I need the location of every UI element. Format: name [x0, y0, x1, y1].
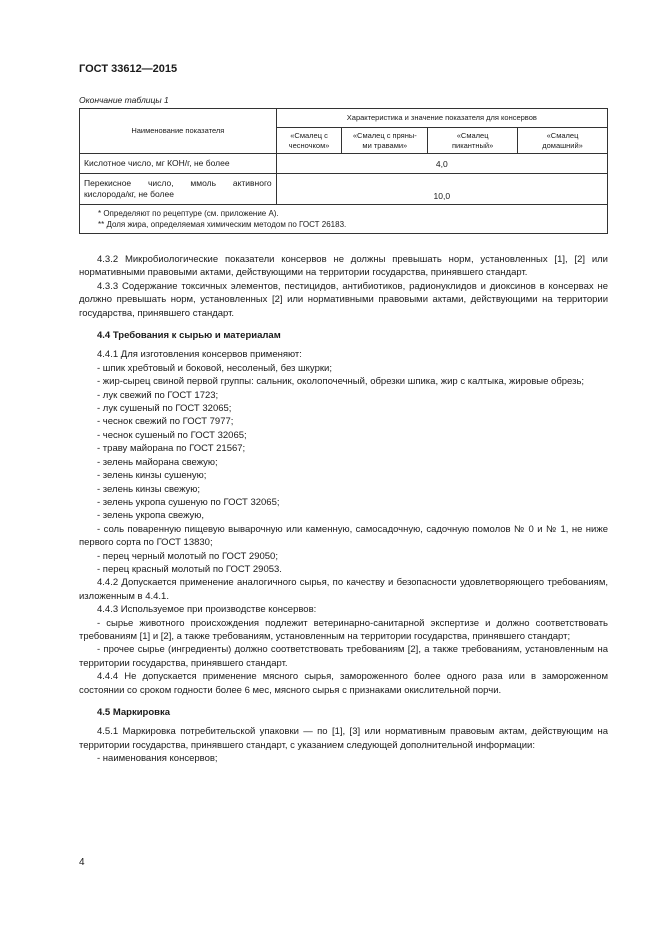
list-item: - жир-сырец свиной первой группы: сальник, околопочечный, обрезки шпика, жир с калтыка, жировые обрезь;	[97, 376, 585, 388]
body-text	[79, 253, 608, 766]
col-header-homemade: «Смалец домашний»	[518, 128, 608, 154]
list-item: - перец черный молотый по ГОСТ 29050;	[97, 550, 278, 562]
table-row	[80, 154, 608, 174]
list-item: - лук свежий по ГОСТ 1723;	[97, 389, 219, 401]
list-item: - прочее сырье (ингредиенты) должно соответствовать требованиям [2], а также требованиям, установленным на территории государства, принявшего стандарт.	[79, 644, 608, 669]
list-item: - сырье животного происхождения подлежит ветеринарно-санитарной экспертизе и должно соответствовать требованиям [1] и [2], а также требованиям, установленным на территории государства, принявшего стандарт;	[79, 617, 608, 642]
list-item: - зелень кинзы сушеную;	[97, 470, 207, 482]
list-item: - чеснок сушеный по ГОСТ 32065;	[97, 429, 247, 441]
clause-4-4-2: 4.4.2 Допускается применение аналогичного сырья, по качеству и безопасности удовлетворяющего требованиям, изложенным в 4.4.1.	[79, 577, 608, 602]
col-header-name: Наименование показателя	[80, 109, 277, 154]
row-value: 4,0	[276, 154, 607, 174]
clause-4-3-3: 4.3.3 Содержание токсичных элементов, пестицидов, антибиотиков, радионуклидов и диоксинов в консервах не должно превышать норм, установленных [2] или нормативными правовыми актами, действующими на территории государства, принявшего стандарт.	[79, 280, 608, 319]
clause-4-5-1: 4.5.1 Маркировка потребительской упаковки — по [1], [3] или нормативным правовым актам, действующим на территории государства, принявшего стандарт, с указанием следующей дополнительной информации:	[79, 726, 608, 751]
col-header-garlic: «Смалец с чесночком»	[276, 128, 342, 154]
clause-4-4-1: 4.4.1 Для изготовления консервов применяют:	[97, 349, 302, 361]
table-notes	[80, 205, 608, 234]
list-item: - зелень укропа сушеную по ГОСТ 32065;	[97, 496, 280, 508]
clause-4-4-4: 4.4.4 Не допускается применение мясного сырья, замороженного более одного раза или в замороженном состоянии со сроком годности более 6 мес, мясного сырья с признаками окислительной порчи.	[79, 671, 608, 696]
page-number: 4	[79, 857, 85, 868]
row-value: 10,0	[276, 174, 607, 205]
standard-designation: ГОСТ 33612—2015	[79, 63, 178, 75]
table-caption: Окончание таблицы 1	[79, 95, 169, 105]
list-item: - наименования консервов;	[97, 753, 218, 765]
col-header-group: Характеристика и значение показателя для консервов	[276, 109, 607, 128]
clause-4-4-3: 4.4.3 Используемое при производстве консервов:	[97, 604, 317, 616]
list-item: - соль поваренную пищевую выварочную или каменную, самосадочную, садочную помолов № 0 и № 1, не ниже первого сорта по ГОСТ 13830;	[79, 523, 608, 549]
clause-4-3-2: 4.3.2 Микробиологические показатели консервов не должны превышать норм, установленных [1], [2] или нормативными правовыми актами, действующими на территории государства, принявшего стандарт.	[79, 254, 608, 279]
list-item: - зелень укропа свежую,	[97, 510, 205, 522]
section-heading-4-4: 4.4 Требования к сырью и материалам	[97, 330, 281, 342]
list-item: - зелень майорана свежую;	[97, 456, 218, 468]
row-name: Кислотное число, мг КОН/г, не более	[80, 154, 277, 174]
list-item: - чеснок свежий по ГОСТ 7977;	[97, 416, 234, 428]
table-row	[80, 174, 608, 205]
list-item: - шпик хребтовый и боковой, несоленый, без шкурки;	[97, 362, 332, 374]
list-item: - зелень кинзы свежую;	[97, 483, 201, 495]
parameters-table	[79, 108, 608, 234]
section-heading-4-5: 4.5 Маркировка	[97, 707, 171, 718]
list-item: - перец красный молотый по ГОСТ 29053.	[97, 563, 282, 575]
list-item: - лук сушеный по ГОСТ 32065;	[97, 403, 232, 415]
list-item: - траву майорана по ГОСТ 21567;	[97, 443, 246, 455]
col-header-spicy: «Смалец пикантный»	[428, 128, 518, 154]
table-note: ** Доля жира, определяемая химическим методом по ГОСТ 26183.	[98, 220, 347, 229]
col-header-herbs: «Смалец с пряны-ми травами»	[342, 128, 428, 154]
row-name: Перекисное число, ммоль активного кислорода/кг, не более	[80, 174, 277, 205]
table-note: * Определяют по рецептуре (см. приложение А).	[98, 209, 279, 218]
